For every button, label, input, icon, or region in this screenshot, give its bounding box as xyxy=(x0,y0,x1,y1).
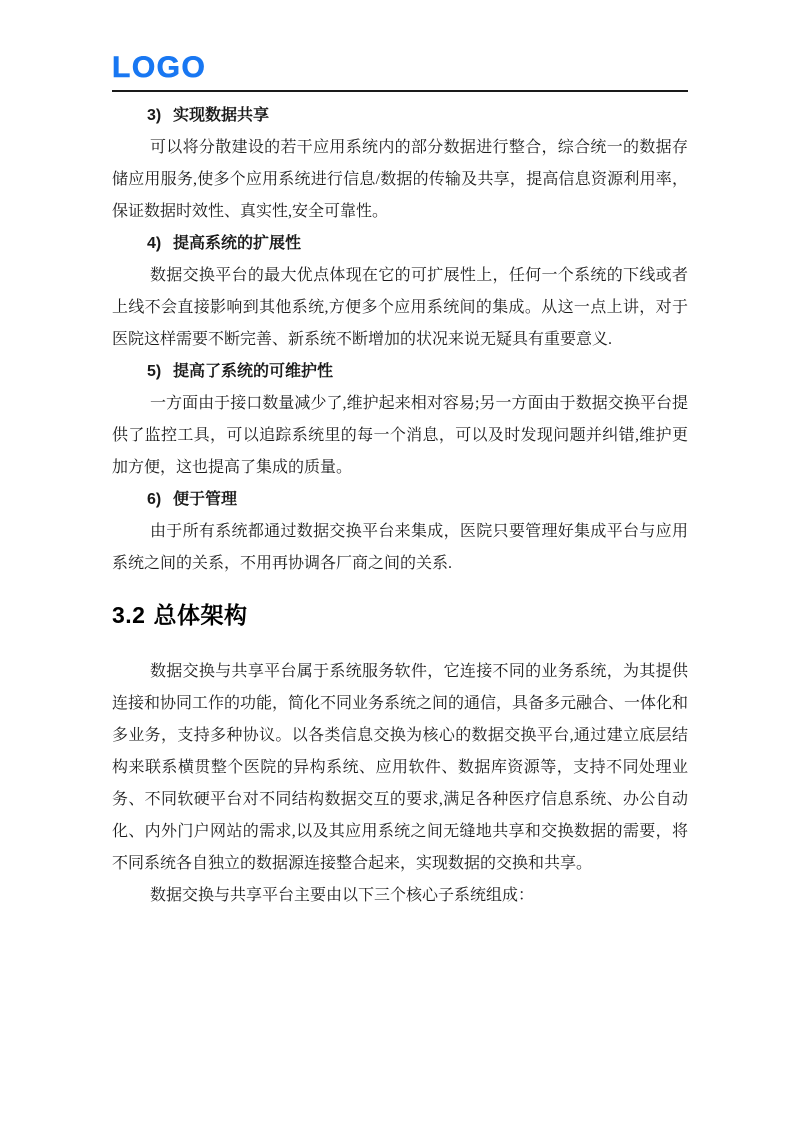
heading-number: 6) xyxy=(147,491,162,508)
paragraph-platform-overview: 数据交换与共享平台属于系统服务软件，它连接不同的业务系统，为其提供连接和协同工作的功能，简化不同业务系统之间的通信，具备多元融合、一体化和多业务，支持多种协议。以各类信息交换为核心的数据交换平台,通过建立底层结构来联系横贯整个医院的异构系统、应用软件、数据库资源等，支持不同处理业务、不同软硬平台对不同结构数据交互的要求,满足各种医疗信息系统、办公自动化、内外门户网站的需求,以及其应用系统之间无缝地共享和交换数据的需要，将不同系统各自独立的数据源连接整合起来，实现数据的交换和共享。 xyxy=(112,663,689,872)
paragraph-management: 由于所有系统都通过数据交换平台来集成，医院只要管理好集成平台与应用系统之间的关系，不用再协调各厂商之间的关系. xyxy=(112,523,688,572)
heading-6-management xyxy=(112,484,688,516)
document-header xyxy=(112,52,688,92)
heading-5-maintainability xyxy=(112,356,688,388)
heading-number: 5) xyxy=(147,363,162,380)
document-body xyxy=(112,100,688,912)
heading-title: 便于管理 xyxy=(173,491,238,508)
heading-title: 实现数据共享 xyxy=(173,107,270,124)
company-logo: LOGO xyxy=(112,51,207,84)
section-number: 3.2 xyxy=(112,602,146,628)
section-heading-overall-architecture xyxy=(112,600,688,630)
heading-4-extensibility xyxy=(112,228,688,260)
heading-title: 提高了系统的可维护性 xyxy=(173,363,334,380)
heading-number: 4) xyxy=(147,235,162,252)
heading-title: 提高系统的扩展性 xyxy=(173,235,302,252)
header-divider xyxy=(112,90,688,92)
heading-3-data-sharing xyxy=(112,100,688,132)
paragraph-data-sharing: 可以将分散建设的若干应用系统内的部分数据进行整合，综合统一的数据存储应用服务,使多个应用系统进行信息/数据的传输及共享，提高信息资源利用率，保证数据时效性、真实性,安全可靠性。 xyxy=(112,139,688,220)
paragraph-extensibility: 数据交换平台的最大优点体现在它的可扩展性上，任何一个系统的下线或者上线不会直接影响到其他系统,方便多个应用系统间的集成。从这一点上讲，对于医院这样需要不断完善、新系统不断增加的状况来说无疑具有重要意义. xyxy=(112,267,688,348)
heading-number: 3) xyxy=(147,107,162,124)
section-title: 总体架构 xyxy=(153,602,248,628)
paragraph-core-subsystems-intro: 数据交换与共享平台主要由以下三个核心子系统组成： xyxy=(150,887,535,904)
paragraph-maintainability: 一方面由于接口数量减少了,维护起来相对容易;另一方面由于数据交换平台提供了监控工具，可以追踪系统里的每一个消息，可以及时发现问题并纠错,维护更加方便，这也提高了集成的质量。 xyxy=(112,395,688,476)
